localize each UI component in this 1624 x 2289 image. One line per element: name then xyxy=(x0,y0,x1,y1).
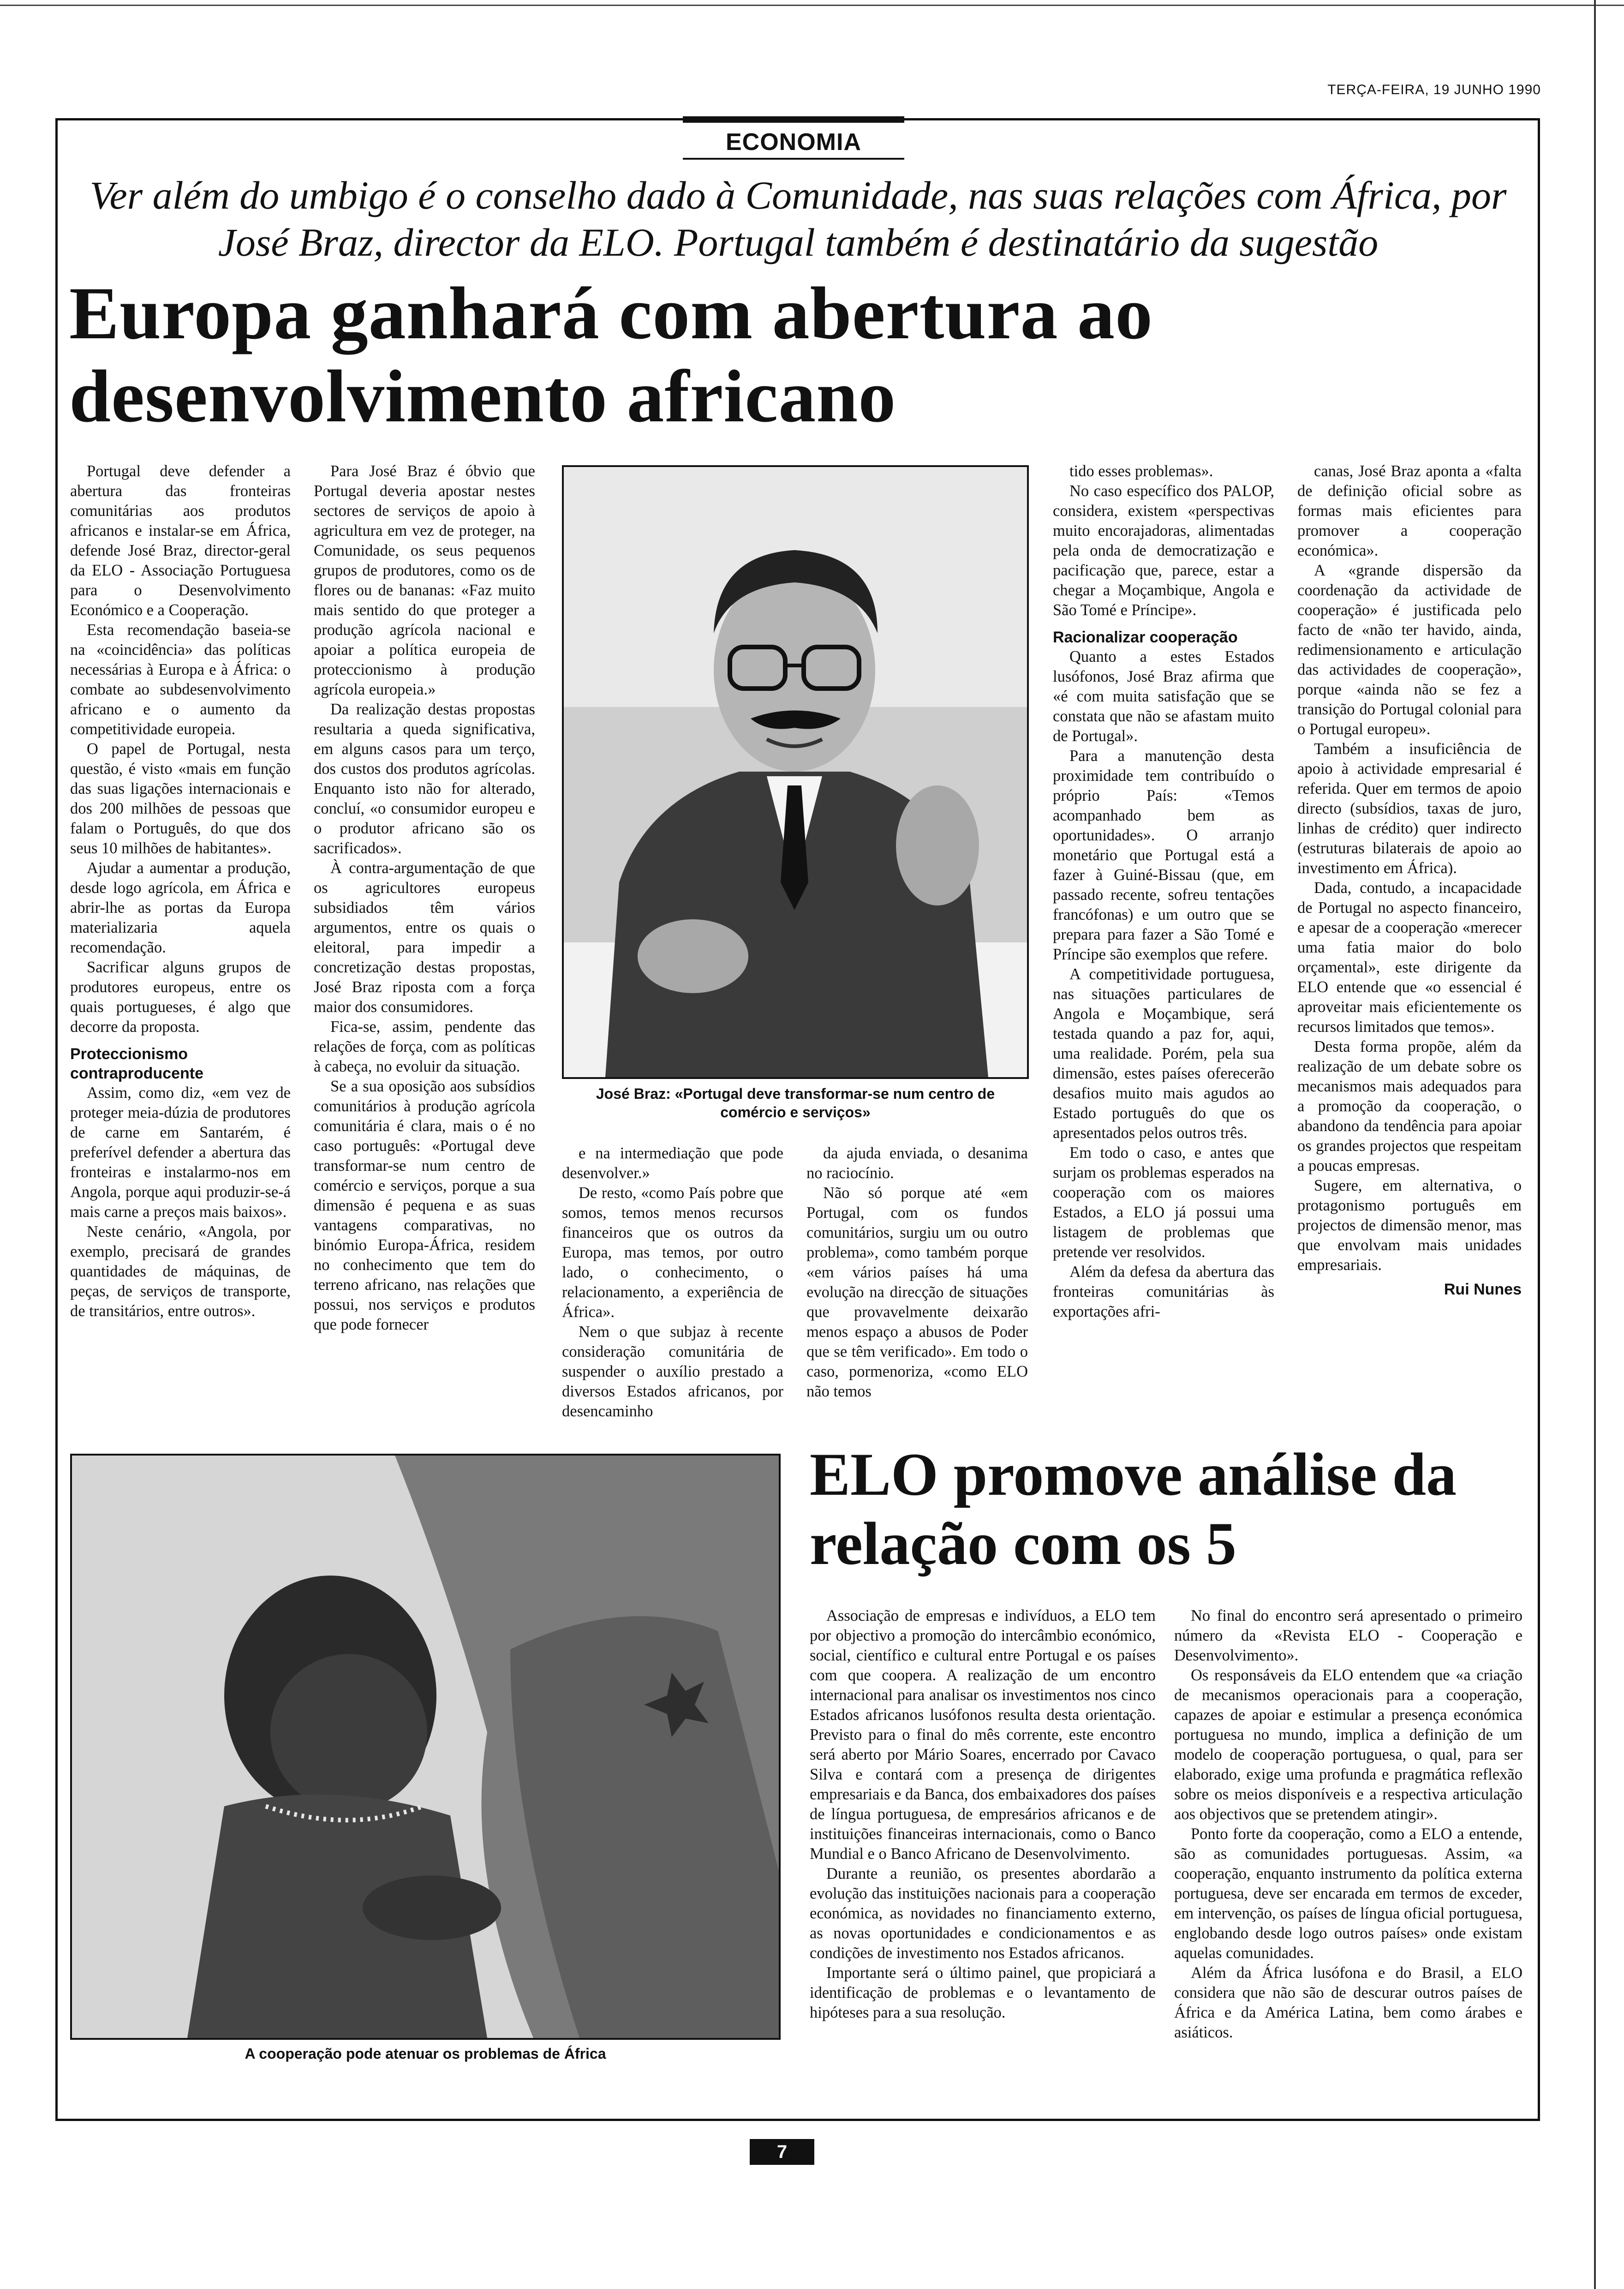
paragraph: Não só porque até «em Portugal, com os fundos comunitários, surgiu um ou outro problema», como também porque «em vários países há uma evolução na direcção de situações que provavelmente deixarão menos espaço a abusos de Poder que se têm verificado». Em todo o caso, pormenoriza, «como ELO não temos xyxy=(806,1184,1028,1400)
paragraph: Portugal deve defender a abertura das fronteiras comunitárias aos produtos africanos e instalar-se em África, defende José Braz, director-geral da ELO - Associação Portuguesa para o Desenvolvimento Económico e a Cooperação. xyxy=(70,462,291,619)
article1-column-4 xyxy=(1053,461,1274,1421)
scan-edge-top xyxy=(0,5,1624,6)
article1-column-2 xyxy=(314,461,535,1435)
paragraph: Assim, como diz, «em vez de proteger meia-dúzia de produtores de carne em Santarém, é preferível defender a abertura das fronteiras e instalarmo-nos em Angola, porque aqui produzir-se-á mais carne a preços mais baixos». xyxy=(70,1084,291,1221)
paragraph: Em todo o caso, e antes que surjam os problemas esperados na cooperação com os maiores Estados, a ELO já possui uma listagem de problemas que pretende ver resolvidos. xyxy=(1053,1144,1274,1261)
secondary-headline: ELO promove análise da relação com os 5 xyxy=(810,1440,1457,1577)
subheading: Proteccionismo contraproducente xyxy=(70,1045,204,1082)
byline: Rui Nunes xyxy=(1444,1281,1522,1298)
paragraph: No final do encontro será apresentado o primeiro número da «Revista ELO - Cooperação e Desenvolvimento». xyxy=(1174,1607,1522,1664)
paragraph: Dada, contudo, a incapacidade de Portugal no aspecto financeiro, e apesar de a cooperação «merecer uma fatia maior do bolo orçamental», este dirigente da ELO entende que «o essencial é aproveitar mais eficientemente os recursos limitados que temos». xyxy=(1297,879,1522,1036)
article1-column-3 xyxy=(562,1144,783,1420)
paragraph: A «grande dispersão da coordenação da actividade de cooperação» é justificada pelo facto de «não ter havido, ainda, redimensionamento e articulação das actividades de cooperação», porque «ainda não se fez a transição do Portugal colonial para o Portugal europeu». xyxy=(1297,562,1522,738)
paragraph: Desta forma propõe, além da realização de um debate sobre os mecanismos mais adequados para a promoção da cooperação, o abandono da tendência para apoiar os grandes projectos que respeitam a poucas empresas. xyxy=(1297,1038,1522,1174)
child-illustration xyxy=(72,1456,779,2038)
paragraph: De resto, «como País pobre que somos, temos menos recursos financeiros que os outros da Europa, mas temos, por outro lado, o conhecimento, o relacionamento, a experiência de África». xyxy=(562,1184,783,1321)
paragraph: Importante será o último painel, que propiciará a identificação de problemas e o levantamento de hipóteses para a sua resolução. xyxy=(810,1964,1156,2021)
paragraph: Neste cenário, «Angola, por exemplo, precisará de grandes quantidades de máquinas, de peças, de serviços de transporte, de transitários, entre outros». xyxy=(70,1223,291,1320)
paragraph: e na intermediação que pode desenvolver.» xyxy=(562,1144,783,1182)
issue-date: TERÇA-FEIRA, 19 JUNHO 1990 xyxy=(1327,82,1541,97)
article1-column-1 xyxy=(70,461,291,1435)
paragraph: da ajuda enviada, o desanima no raciocínio. xyxy=(806,1144,1028,1182)
section-rule xyxy=(683,158,904,160)
page-number: 7 xyxy=(750,2139,814,2165)
article1-column-4a xyxy=(806,1144,1028,1420)
child-photo-caption: A cooperação pode atenuar os problemas de África xyxy=(245,2045,606,2062)
scan-edge-right xyxy=(1594,0,1596,2289)
paragraph: Além da defesa da abertura das fronteiras comunitárias às exportações afri- xyxy=(1053,1263,1274,1320)
article1-column-5 xyxy=(1297,461,1522,1426)
paragraph: Sugere, em alternativa, o protagonismo português em projectos de dimensão menor, mas que envolvam mais unidades empresariais. xyxy=(1297,1177,1522,1274)
section-bar xyxy=(683,116,904,123)
paragraph: No caso específico dos PALOP, considera, existem «perspectivas muito encorajadoras, alimentadas pela onda de democratização e pacificação que, parece, estar a chegar a Moçambique, Angola e São Tomé e Príncipe». xyxy=(1053,482,1274,619)
portrait-caption: José Braz: «Portugal deve transformar-se num centro de comércio e serviços» xyxy=(596,1085,995,1121)
paragraph: Ajudar a aumentar a produção, desde logo agrícola, em África e abrir-lhe as portas da Europa materializaria aquela recomendação. xyxy=(70,859,291,956)
article2-column-2 xyxy=(1174,1606,1522,2095)
article2-column-1 xyxy=(810,1606,1156,2095)
section-label: ECONOMIA xyxy=(726,129,861,156)
portrait-photo xyxy=(562,465,1029,1079)
paragraph: Durante a reunião, os presentes abordarão a evolução das instituições nacionais para a cooperação económica, as novidades no financiamento externo, as novas oportunidades e condicionamentos e as condições de investimento nos Estados africanos. xyxy=(810,1865,1156,1962)
subheading: Racionalizar cooperação xyxy=(1053,629,1238,646)
paragraph: Também a insuficiência de apoio à actividade empresarial é referida. Quer em termos de apoio directo (subsídios, taxas de juro, linhas de crédito) quer indirecto (estruturas bilaterais de apoio ao investimento em África). xyxy=(1297,740,1522,877)
paragraph: Fica-se, assim, pendente das relações de força, com as políticas à cabeça, no evoluir da situação. xyxy=(314,1018,535,1075)
paragraph: tido esses problemas». xyxy=(1069,462,1213,480)
paragraph: Os responsáveis da ELO entendem que «a criação de mecanismos operacionais para a cooperação, capazes de apoiar e estimular a presença económica portuguesa no mundo, implica a definição de um modelo de cooperação portuguesa, o qual, para ser elaborado, exige uma profunda e pragmática reflexão sobre os meios disponíveis e a respectiva articulação aos objectivos que se pretendem atingir». xyxy=(1174,1666,1522,1823)
child-photo xyxy=(70,1454,781,2040)
paragraph: Se a sua oposição aos subsídios comunitários à produção agrícola comunitária é clara, mais o é no caso português: «Portugal deve transformar-se num centro de comércio e serviços, porque a sua dimensão é pequena e as suas vantagens comparativas, no binómio Europa-África, residem no conhecimento que tem do terreno africano, nas relações que possui, nos serviços e produtos que pode fornecer xyxy=(314,1078,535,1333)
paragraph: Ponto forte da cooperação, como a ELO a entende, são as comunidades portuguesas. Assim, «a cooperação, enquanto instrumento da política externa portuguesa, deve ser encarada em termos de exceder, em intervenção, os países de língua oficial portuguesa, englobando desde logo outros países» onde existam aquelas comunidades. xyxy=(1174,1825,1522,1962)
paragraph: A competitividade portuguesa, nas situações particulares de Angola e Moçambique, será testada quando a paz for, aqui, uma realidade. Porém, pela sua dimensão, estes países oferecerão desafios muito mais agudos ao Estado português do que os apresentados pelos outros três. xyxy=(1053,965,1274,1142)
paragraph: Da realização destas propostas resultaria a queda significativa, em alguns casos para um terço, dos custos dos produtos agrícolas. Enquanto isto não for alterado, concluí, «o consumidor europeu e o produtor africano são os sacrificados». xyxy=(314,701,535,857)
paragraph: canas, José Braz aponta a «falta de definição oficial sobre as formas mais eficientes para promover a cooperação económica». xyxy=(1297,462,1522,559)
paragraph: Quanto a estes Estados lusófonos, José Braz afirma que «é com muita satisfação que se constata que não se afastam muito de Portugal». xyxy=(1053,648,1274,745)
paragraph: À contra-argumentação de que os agricultores europeus subsidiados têm vários argumentos, entre os quais o eleitoral, para impedir a concretização destas propostas, José Braz riposta com a força maior dos consumidores. xyxy=(314,859,535,1016)
portrait-illustration xyxy=(564,467,1027,1077)
paragraph: Nem o que subjaz à recente consideração comunitária de suspender o auxílio prestado a diversos Estados africanos, por desencaminho xyxy=(562,1323,783,1420)
paragraph: Esta recomendação baseia-se na «coincidência» das políticas necessárias à Europa e à África: o combate ao subdesenvolvimento africano e o aumento da competitividade europeia. xyxy=(70,621,291,738)
main-headline: Europa ganhará com abertura ao desenvolvimento africano xyxy=(69,272,1153,438)
paragraph: Para José Braz é óbvio que Portugal deveria apostar nestes sectores de serviços de apoio à agricultura em vez de proteger, na Comunidade, os seus pequenos grupos de produtores, como os de flores ou de bananas: «Faz muito mais sentido do que proteger a produção agrícola nacional e apoiar a política europeia de proteccionismo à produção agrícola europeia.» xyxy=(314,462,535,698)
paragraph: Para a manutenção desta proximidade tem contribuído o próprio País: «Temos acompanhado bem as oportunidades». O arranjo monetário que Portugal está a fazer à Guiné-Bissau (que, em passado recente, sofreu tentações francófonas) e um outro que se prepara para fazer a São Tomé e Príncipe são exemplos que refere. xyxy=(1053,747,1274,963)
paragraph: Sacrificar alguns grupos de produtores europeus, entre os quais portugueses, é algo que decorre da proposta. xyxy=(70,959,291,1036)
paragraph: O papel de Portugal, nesta questão, é visto «mais em função das suas ligações internacionais e dos 200 milhões de pessoas que falam o Português, do que dos seus 10 milhões de habitantes». xyxy=(70,740,291,857)
kicker: Ver além do umbigo é o conselho dado à Comunidade, nas suas relações com África, por José Braz, director da ELO. Portugal também é destinatário da sugestão xyxy=(90,173,1507,264)
paragraph: Além da África lusófona e do Brasil, a ELO considera que não são de descurar outros países de África e da América Latina, bem como árabes e asiáticos. xyxy=(1174,1964,1522,2041)
paragraph: Associação de empresas e indivíduos, a ELO tem por objectivo a promoção do intercâmbio económico, social, científico e cultural entre Portugal e os países com que coopera. A realização de um encontro internacional para analisar os investimentos nos cinco Estados africanos lusófonos resulta desta orientação. Previsto para o final do mês corrente, este encontro será aberto por Mário Soares, encerrado por Cavaco Silva e contará com a presença de dirigentes empresariais e da Banca, dos embaixadores dos países de língua portuguesa, de empresários africanos e de instituições financeiras internacionais, como o Banco Mundial e o Banco Africano de Desenvolvimento. xyxy=(810,1607,1156,1863)
